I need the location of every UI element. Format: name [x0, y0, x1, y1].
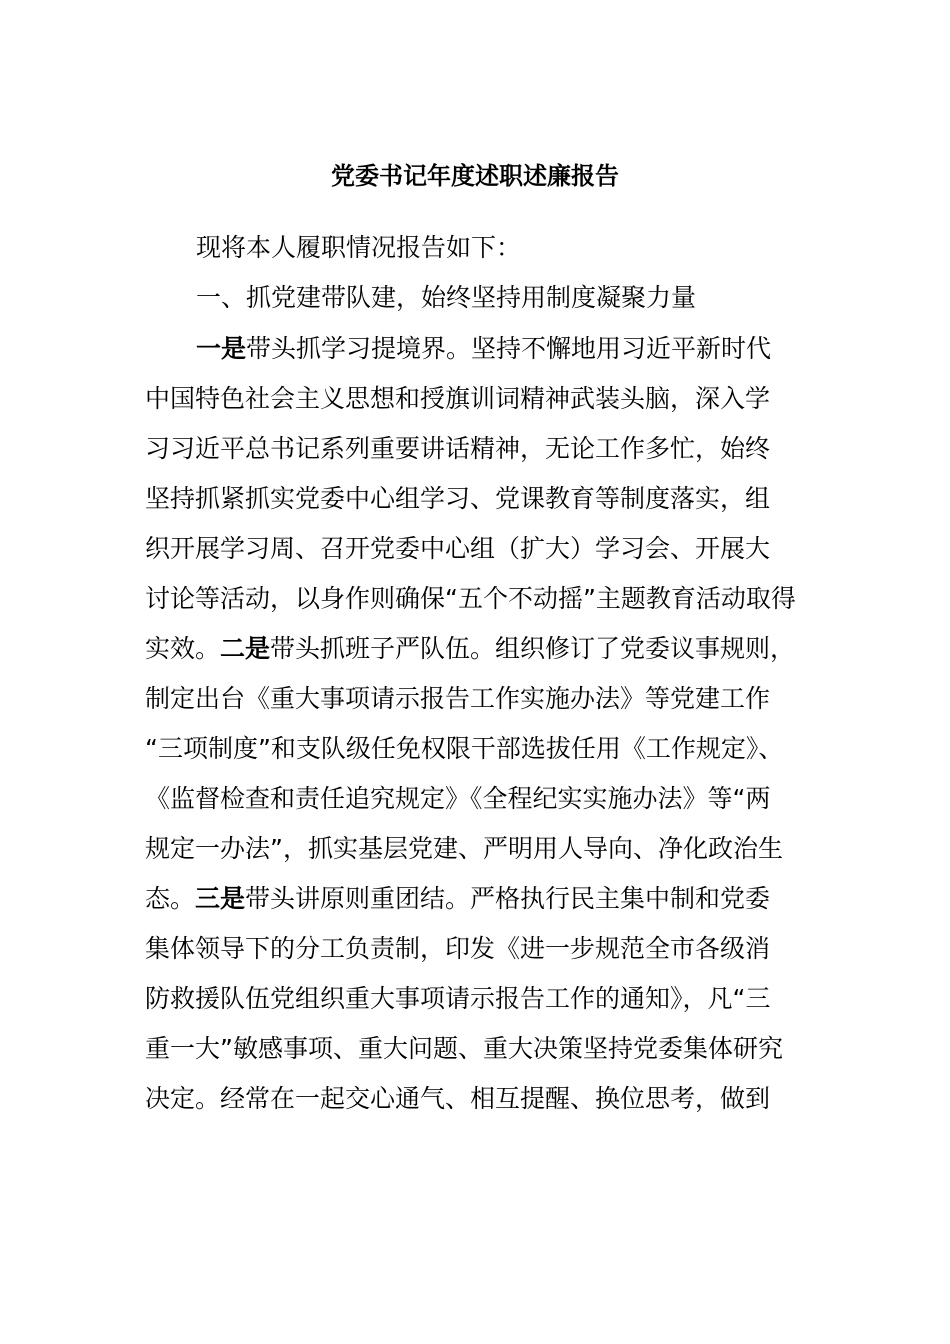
body-line-text: 带头抓学习提境界。坚持不懈地用习近平新时代 [246, 334, 772, 363]
body-line: 坚持抓紧抓实党委中心组学习、党课教育等制度落实，组 [145, 484, 771, 513]
body-line [145, 624, 825, 674]
body-line: 规定一办法”，抓实基层党建、严明用人导向、净化政治生 [145, 834, 783, 863]
emphasis-label: 一是 [196, 334, 247, 363]
body-line: 中国特色社会主义思想和授旗训词精神武装头脑，深入学 [145, 384, 771, 413]
body-line: 集体领导下的分工负责制，印发《进一步规范全市各级消 [145, 934, 771, 963]
body-line: 《监督检查和责任追究规定》《全程纪实实施办法》等“两 [145, 784, 771, 813]
intro-text: 现将本人履职情况报告如下： [196, 233, 522, 262]
body-paragraph [145, 324, 825, 1124]
body-line: 防救援队伍党组织重大事项请示报告工作的通知》，凡“三 [145, 984, 771, 1013]
body-line-prefix: 实效。 [145, 634, 221, 663]
body-line: 习习近平总书记系列重要讲话精神，无论工作多忙，始终 [145, 434, 771, 463]
body-line [145, 874, 825, 924]
body-line: 讨论等活动，以身作则确保“五个不动摇”主题教育活动取得 [145, 584, 796, 613]
body-line: “三项制度”和支队级任免权限干部选拔任用《工作规定》、 [145, 734, 784, 763]
body-line: 重一大”敏感事项、重大问题、重大决策坚持党委集体研究 [145, 1034, 783, 1063]
body-line-prefix: 态。 [145, 884, 196, 913]
section-heading-text: 一、抓党建带队建，始终坚持用制度凝聚力量 [196, 283, 697, 312]
emphasis-label: 二是 [220, 634, 271, 663]
body-line: 织开展学习周、召开党委中心组（扩大）学习会、开展大 [145, 534, 771, 563]
body-line [145, 324, 825, 374]
body-line-text: 带头讲原则重团结。严格执行民主集中制和党委 [245, 884, 771, 913]
intro-paragraph [145, 223, 876, 273]
page-title: 党委书记年度述职述廉报告 [331, 162, 619, 190]
emphasis-label: 三是 [195, 884, 246, 913]
body-line-text: 带头抓班子严队伍。组织修订了党委议事规则， [270, 634, 796, 663]
body-line: 制定出台《重大事项请示报告工作实施办法》等党建工作 [145, 684, 771, 713]
section-heading [145, 273, 876, 323]
body-line: 决定。经常在一起交心通气、相互提醒、换位思考，做到 [145, 1084, 771, 1113]
